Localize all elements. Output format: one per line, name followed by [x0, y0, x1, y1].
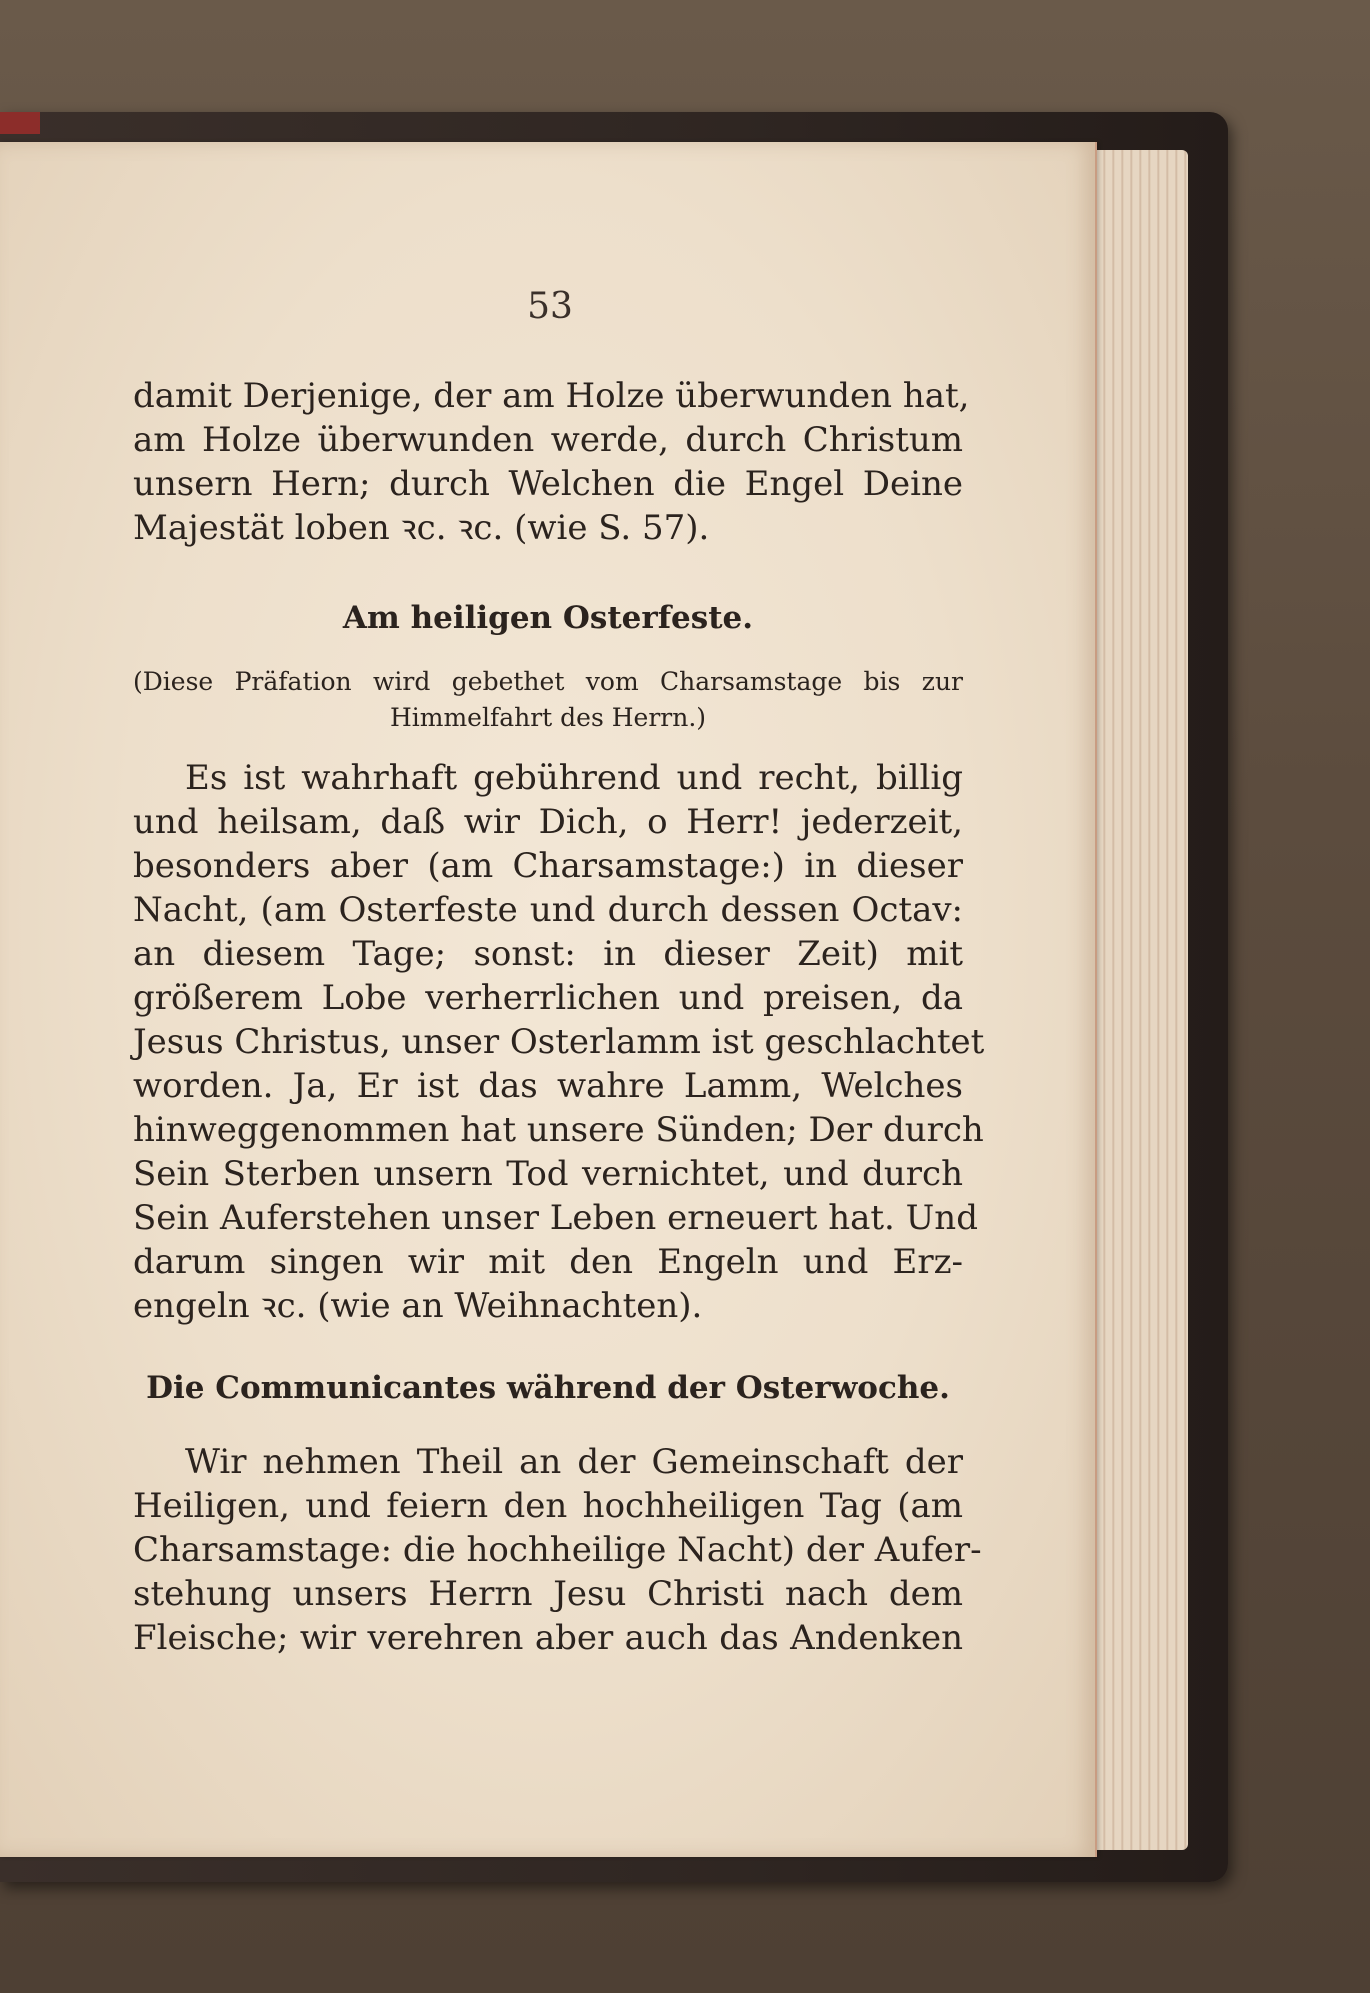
text-line: worden. Ja, Er ist das wahre Lamm, Welches [133, 1066, 963, 1106]
text-line: am Holze überwunden werde, durch Christum [133, 420, 963, 460]
text-line: unsern Hern; durch Welchen die Engel Deine [133, 464, 963, 504]
text-line: engeln ꝛc. (wie an Weihnachten). [133, 1286, 703, 1326]
text-line: Heiligen, und feiern den hochheiligen Tag (am [133, 1486, 963, 1526]
cover-edge [0, 112, 40, 134]
text-line: Majestät loben ꝛc. ꝛc. (wie S. 57). [133, 508, 710, 548]
text-line: Es ist wahrhaft gebührend und recht, billig [185, 758, 963, 798]
text-line: darum singen wir mit den Engeln und Erz- [133, 1242, 963, 1282]
text-line: Charsamstage: die hochheilige Nacht) der Aufer- [133, 1530, 982, 1570]
text-line: an diesem Tage; sonst: in dieser Zeit) mit [133, 934, 963, 974]
page-number: 53 [527, 286, 573, 327]
text-line: Sein Auferstehen unser Leben erneuert hat. Und [133, 1198, 978, 1238]
rubric-note: (Diese Präfation wird gebethet vom Charsamstage bis zur [133, 667, 963, 696]
text-line: Fleische; wir verehren aber auch das Andenken [133, 1618, 963, 1658]
text-line: damit Derjenige, der am Holze überwunden hat, [133, 376, 970, 416]
text-line: Wir nehmen Theil an der Gemeinschaft der [185, 1442, 963, 1482]
text-line: Nacht, (am Osterfeste und durch dessen Octav: [133, 890, 963, 930]
rubric-note: Himmelfahrt des Herrn.) [389, 703, 707, 732]
text-line: hinweggenommen hat unsere Sünden; Der durch [133, 1110, 984, 1150]
section-heading: Die Communicantes während der Osterwoche. [146, 1370, 950, 1406]
text-line: besonders aber (am Charsamstage:) in dieser [133, 846, 963, 886]
text-line: Jesus Christus, unser Osterlamm ist geschlachtet [133, 1022, 985, 1062]
text-line: und heilsam, daß wir Dich, o Herr! jederzeit, [133, 802, 963, 842]
text-line: stehung unsers Herrn Jesu Christi nach dem [133, 1574, 963, 1614]
text-line: Sein Sterben unsern Tod vernichtet, und durch [133, 1154, 963, 1194]
section-heading: Am heiligen Osterfeste. [342, 600, 754, 636]
text-line: größerem Lobe verherrlichen und preisen, da [133, 978, 963, 1018]
